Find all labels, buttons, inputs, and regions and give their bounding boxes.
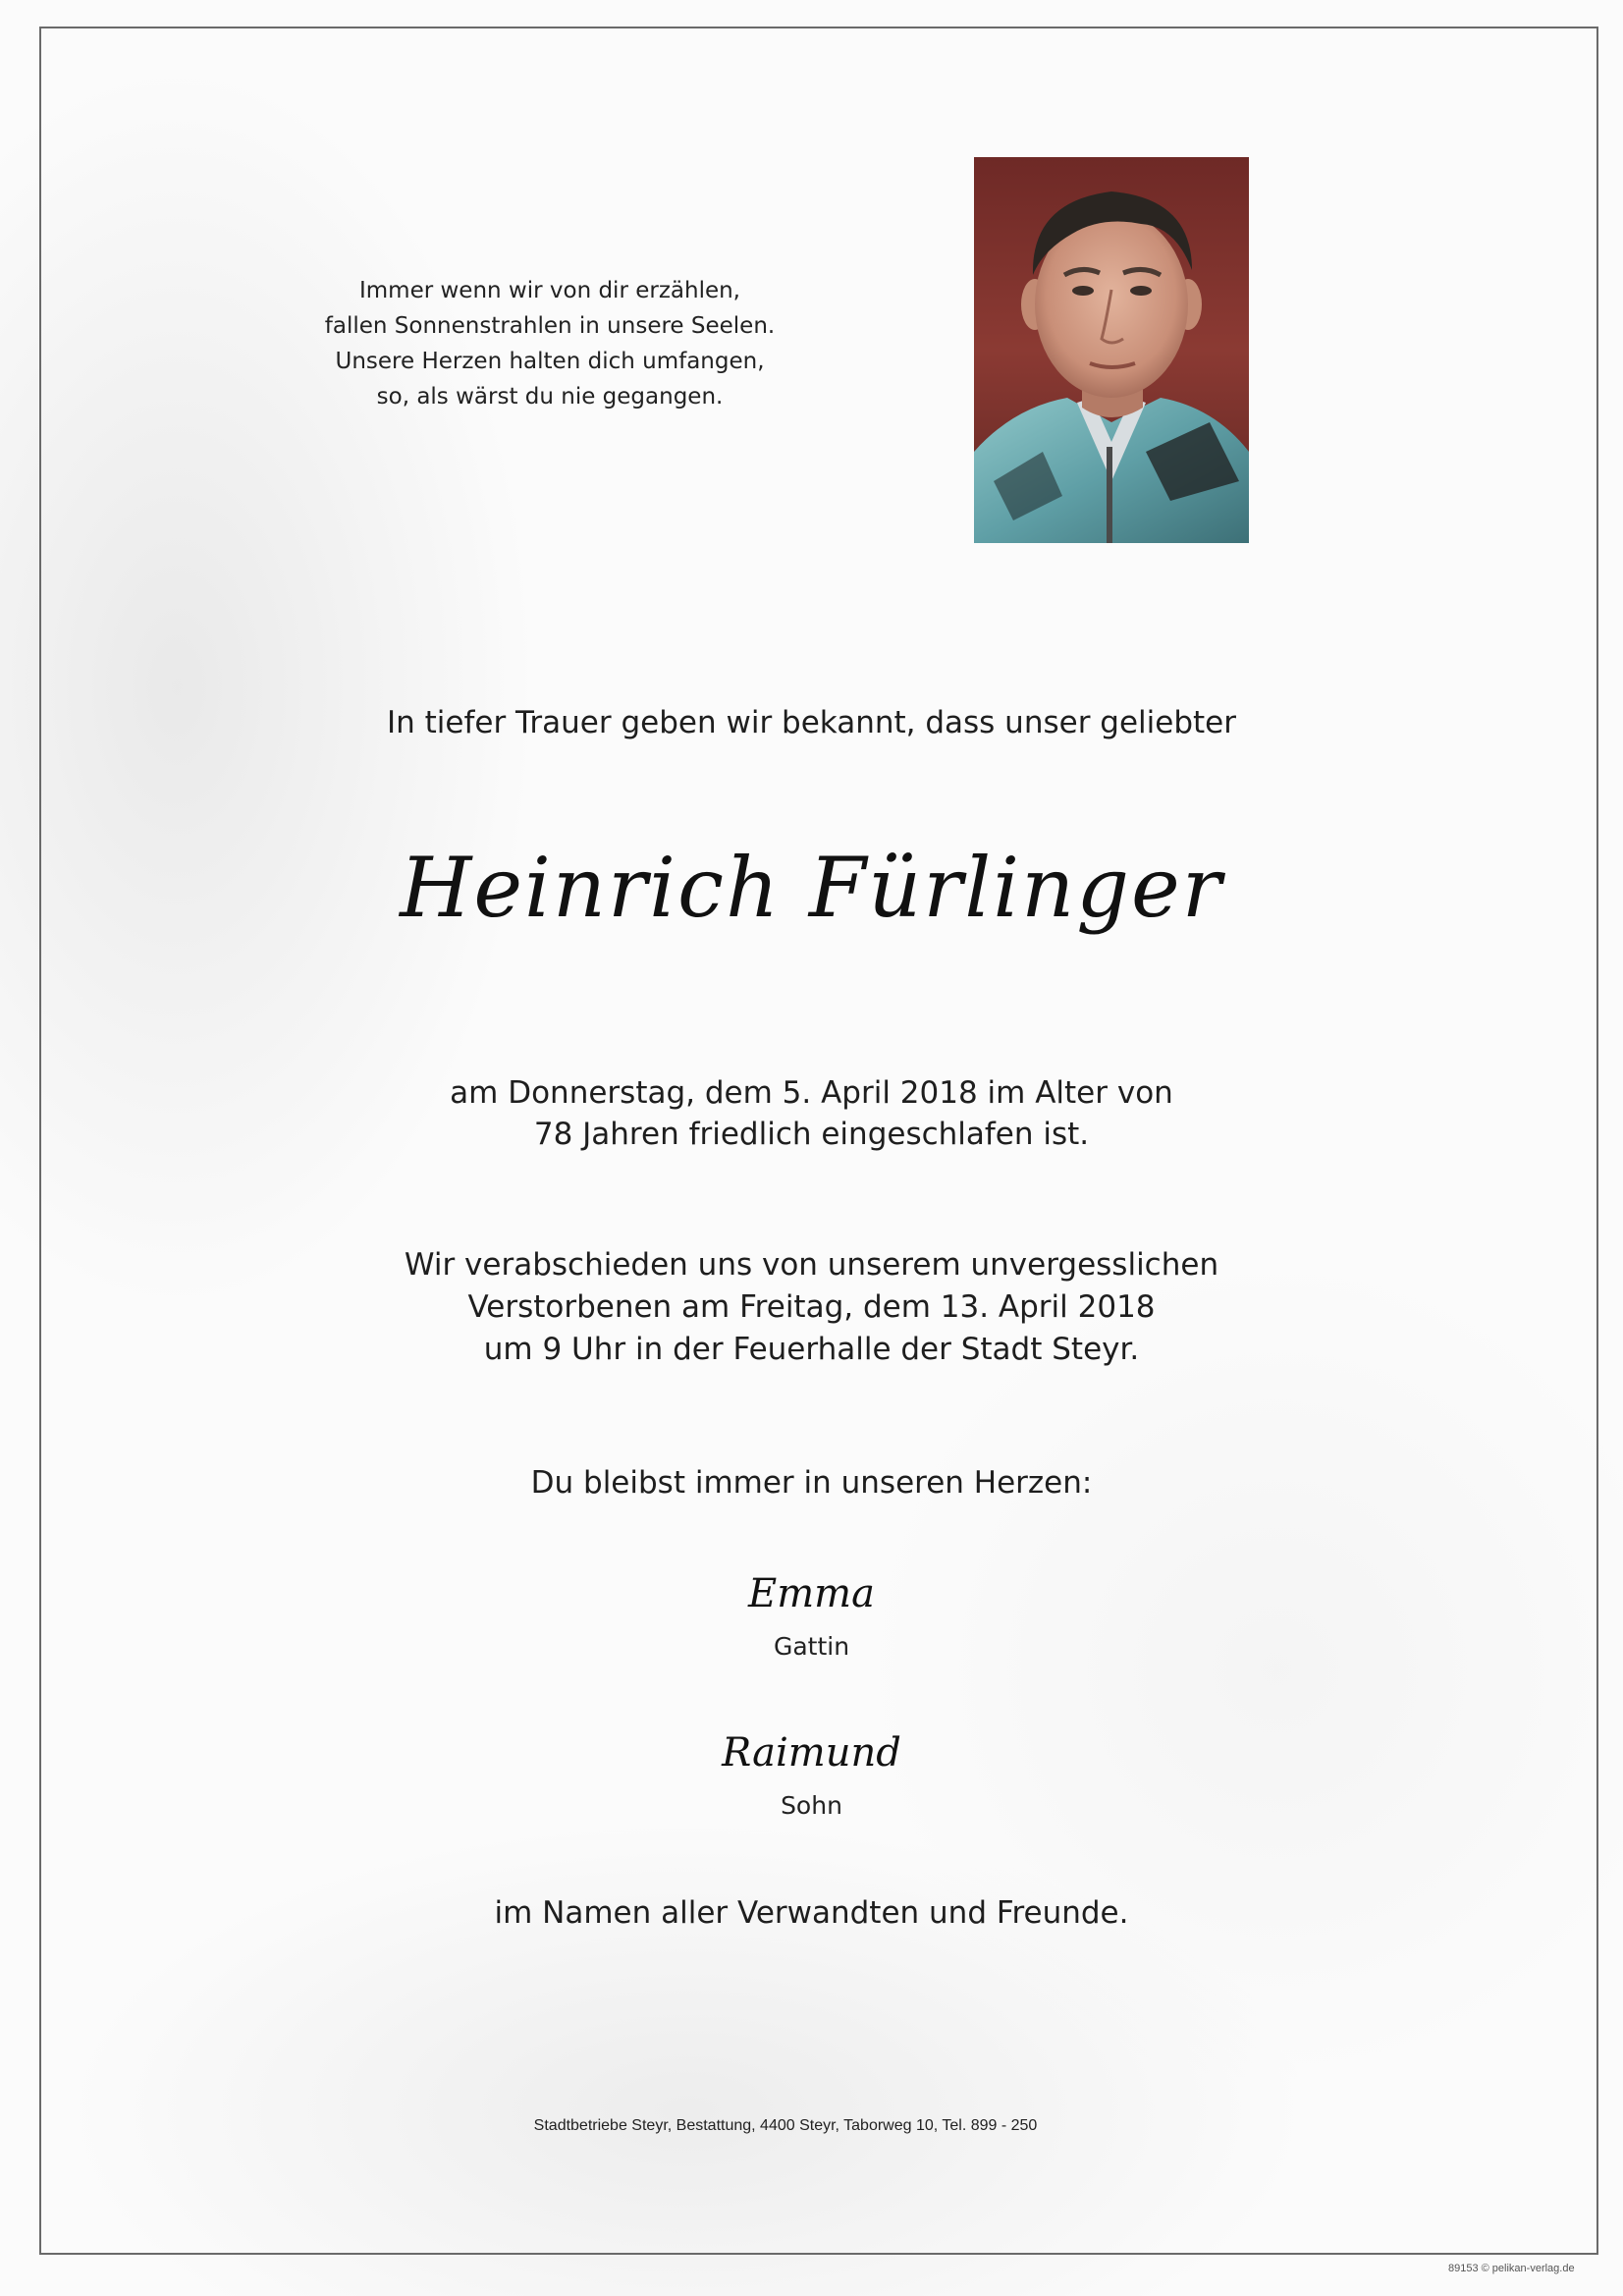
death-info-line: am Donnerstag, dem 5. April 2018 im Alter von [450,1075,1173,1111]
farewell-line: Verstorbenen am Freitag, dem 13. April 2018 [467,1289,1156,1325]
mourner-name-raimund: Raimund [722,1730,901,1776]
print-code: 89153 © pelikan-verlag.de [1448,2263,1575,2274]
poem-line: Unsere Herzen halten dich umfangen, [335,349,765,374]
funeral-home-footer: Stadtbetriebe Steyr, Bestattung, 4400 Steyr, Taborweg 10, Tel. 899 - 250 [533,2117,1038,2134]
poem [295,273,805,414]
mourner-name-emma: Emma [748,1571,875,1616]
closing-intro: Du bleibst immer in unseren Herzen: [530,1465,1093,1501]
deceased-name: Heinrich Fürlinger [400,840,1223,936]
mourner-role-emma: Gattin [773,1632,850,1661]
poem-line: Immer wenn wir von dir erzählen, [358,278,740,303]
farewell-line: um 9 Uhr in der Feuerhalle der Stadt Steyr. [483,1332,1140,1367]
farewell-line: Wir verabschieden uns von unserem unvergesslichen [404,1247,1219,1283]
poem-line: so, als wärst du nie gegangen. [376,384,724,410]
closing-text: im Namen aller Verwandten und Freunde. [494,1895,1129,1931]
mourner-role-raimund: Sohn [781,1791,842,1820]
intro-text: In tiefer Trauer geben wir bekannt, dass unser geliebter [386,705,1237,740]
portrait-image [974,157,1249,543]
poem-line: fallen Sonnenstrahlen in unsere Seelen. [324,313,776,339]
death-info-line: 78 Jahren friedlich eingeschlafen ist. [533,1117,1090,1152]
portrait-photo [974,157,1249,543]
